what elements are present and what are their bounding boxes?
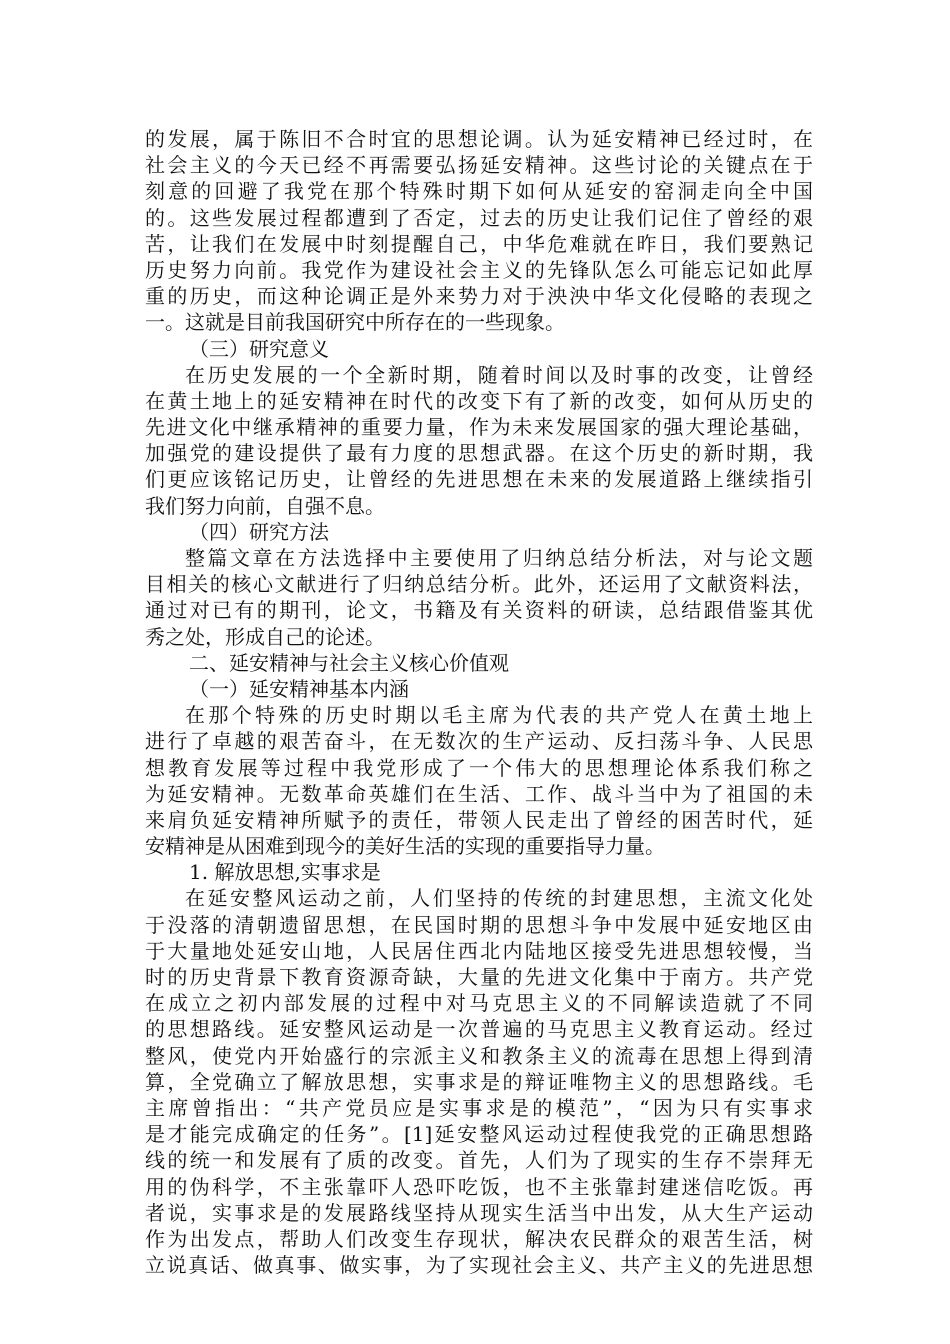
text-line: 作为出发点，帮助人们改变生存现状，解决农民群众的艰苦生活，树 [145,1226,813,1251]
text-line: 线的统一和发展有了质的改变。首先，人们为了现实的生存不崇拜无 [145,1148,813,1173]
text-line: 时的历史背景下教育资源奇缺，大量的先进文化集中于南方。共产党 [145,965,813,989]
text-line: 通过对已有的期刊，论文，书籍及有关资料的研读，总结跟借鉴其优 [145,598,813,623]
text-line: 我们努力向前，自强不息。 [145,493,385,518]
text-line: 社会主义的今天已经不再需要弘扬延安精神。这些讨论的关键点在于 [145,153,813,178]
text-line: （四）研究方法 [189,519,329,544]
section-heading [145,859,813,885]
text-line: 者说，实事求是的发展路线坚持从现实生活当中出发，从大生产运动 [145,1200,813,1225]
text-line: 在那个特殊的历史时期以毛主席为代表的共产党人在黄土地上 [185,703,813,728]
section-heading [145,676,813,702]
text-line: （三）研究意义 [189,336,329,361]
text-line: 一。这就是目前我国研究中所存在的一些现象。 [145,310,565,335]
text-line: 目相关的核心文献进行了归纳总结分析。此外，还运用了文献资料法， [145,572,813,597]
section-heading [145,650,813,676]
text-line: 于没落的清朝遗留思想，在民国时期的思想斗争中发展中延安地区由 [145,912,813,937]
text-line: 安精神是从困难到现今的美好生活的实现的重要指导力量。 [145,834,665,859]
section-heading [145,519,813,545]
text-line: 用的伪科学，不主张靠吓人恐吓吃饭，也不主张靠封建迷信吃饭。再 [145,1174,813,1199]
text-line: 先进文化中继承精神的重要力量，作为未来发展国家的强大理论基础， [145,415,813,440]
body-paragraph [145,362,813,519]
text-line: 的思想路线。延安整风运动是一次普遍的马克思主义教育运动。经过 [145,1017,813,1042]
text-line: 刻意的回避了我党在那个特殊时期下如何从延安的窑洞走向全中国 [145,179,813,204]
section-heading [145,336,813,362]
text-line: 历史努力向前。我党作为建设社会主义的先锋队怎么可能忘记如此厚 [145,257,813,282]
text-line: 在历史发展的一个全新时期，随着时间以及时事的改变，让曾经 [185,362,813,387]
text-line: 二、延安精神与社会主义核心价值观 [189,650,509,675]
text-line: 苦，让我们在发展中时刻提醒自己，中华危难就在昨日，我们要熟记 [145,231,813,256]
text-line: 主席曾指出：“共产党员应是实事求是的模范”，“因为只有实事求 [145,1095,813,1120]
text-line: 秀之处，形成自己的论述。 [145,624,385,649]
text-line: 于大量地处延安山地，人民居住西北内陆地区接受先进思想较慢，当 [145,938,813,963]
text-line: 立说真话、做真事、做实事，为了实现社会主义、共产主义的先进思想 [145,1253,813,1278]
body-paragraph [145,702,813,859]
text-line: 在黄土地上的延安精神在时代的改变下有了新的改变，如何从历史的 [145,388,813,413]
text-line: 进行了卓越的艰苦奋斗，在无数次的生产运动、反扫荡斗争、人民思 [145,729,813,754]
text-line: 整篇文章在方法选择中主要使用了归纳总结分析法，对与论文题 [185,546,813,570]
text-line: （一）延安精神基本内涵 [189,676,409,701]
text-line: 的。这些发展过程都遭到了否定，过去的历史让我们记住了曾经的艰 [145,205,813,230]
text-line: 算，全党确立了解放思想，实事求是的辩证唯物主义的思想路线。毛 [145,1069,813,1094]
text-line: 在成立之初内部发展的过程中对马克思主义的不同解读造就了不同 [145,991,813,1016]
text-line: 加强党的建设提供了最有力度的思想武器。在这个历史的新时期，我 [145,441,813,466]
text-line: 为延安精神。无数革命英雄们在生活、工作、战斗当中为了祖国的未 [145,781,813,806]
text-line: 们更应该铭记历史，让曾经的先进思想在未来的发展道路上继续指引 [145,467,813,492]
text-line: 想教育发展等过程中我党形成了一个伟大的思想理论体系我们称之 [145,755,813,780]
text-line: 重的历史，而这种论调正是外来势力对于泱泱中华文化侵略的表现之 [145,284,813,309]
text-line: 1. 解放思想,实事求是 [189,860,381,885]
body-paragraph [145,126,813,336]
text-line: 的发展，属于陈旧不合时宜的思想论调。认为延安精神已经过时，在 [145,127,813,151]
text-line: 在延安整风运动之前，人们坚持的传统的封建思想，主流文化处 [185,886,813,911]
text-line: 是才能完成确定的任务”。[1]延安整风运动过程使我党的正确思想路 [145,1122,813,1147]
body-paragraph [145,545,813,650]
body-paragraph [145,885,813,1278]
document-page [145,126,813,1278]
text-line: 整风，使党内开始盛行的宗派主义和教条主义的流毒在思想上得到清 [145,1043,813,1068]
text-line: 来肩负延安精神所赋予的责任，带领人民走出了曾经的困苦时代，延 [145,807,813,832]
